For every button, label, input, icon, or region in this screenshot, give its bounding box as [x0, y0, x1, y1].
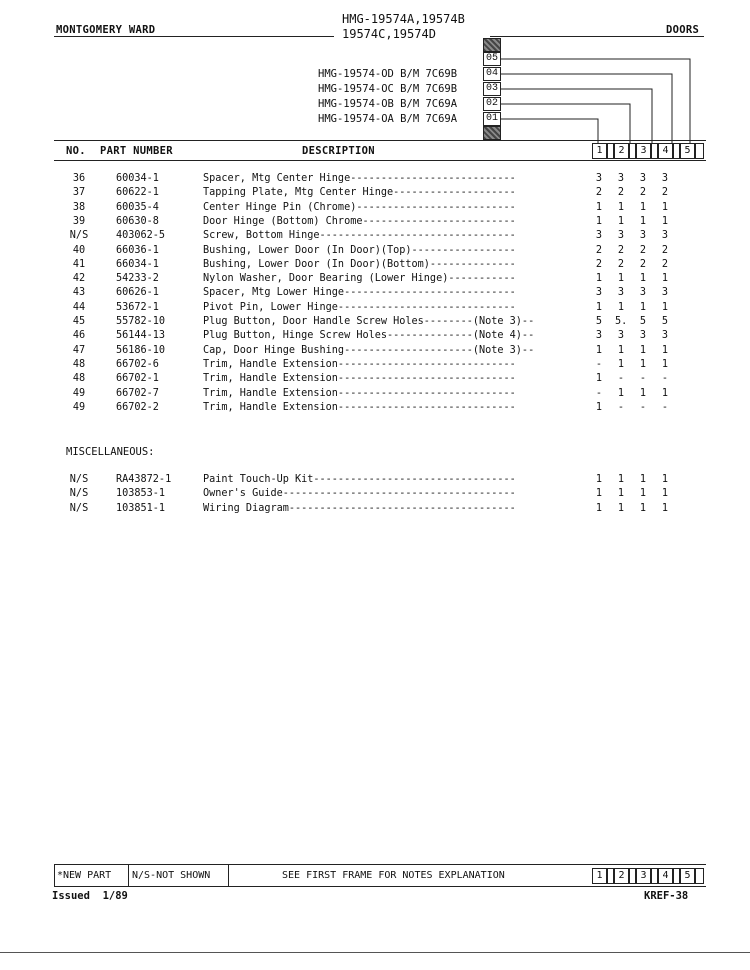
row-qty-model-4: 1	[661, 358, 669, 370]
row-description: Owner's Guide--------------------------------------	[203, 488, 516, 500]
row-description: Plug Button, Hinge Screw Holes--------------(Note 4)--	[203, 330, 535, 342]
footer-model-4: 4	[658, 868, 673, 884]
page-reference: KREF-38	[644, 890, 689, 902]
row-qty-model-2: 1	[617, 358, 625, 370]
col-head-model-3: 3	[636, 143, 651, 159]
row-qty-model-4: 3	[661, 230, 669, 242]
row-qty-model-1: 1	[595, 401, 603, 413]
row-description: Pivot Pin, Lower Hinge-----------------------------	[203, 301, 516, 313]
row-part-number: 60630-8	[116, 215, 159, 227]
footer-sep-2	[629, 868, 636, 884]
row-part-number: 103853-1	[116, 488, 166, 500]
row-ref-number: 45	[72, 316, 86, 327]
row-description: Paint Touch-Up Kit---------------------------------	[203, 474, 516, 485]
parts-row	[0, 358, 750, 372]
row-part-number: 403062-5	[116, 230, 166, 242]
row-description: Bushing, Lower Door (In Door)(Top)-----------------	[203, 244, 516, 256]
row-qty-model-4: 1	[661, 474, 669, 485]
footer-sep-5	[695, 868, 704, 884]
row-qty-model-1: 1	[595, 344, 603, 356]
model-label-oa: HMG-19574-OA B/M 7C69A	[318, 113, 458, 125]
row-qty-model-4: -	[661, 401, 669, 413]
row-qty-model-1: 3	[595, 173, 603, 184]
col-head-model-5: 5	[680, 143, 695, 159]
parts-row	[0, 229, 750, 243]
row-part-number: 66702-1	[116, 373, 159, 385]
row-qty-model-2: 1	[617, 273, 625, 285]
row-qty-model-4: -	[661, 373, 669, 385]
row-part-number: 53672-1	[116, 301, 159, 313]
row-qty-model-4: 2	[661, 258, 669, 270]
parts-row	[0, 258, 750, 272]
col-head-model-4: 4	[658, 143, 673, 159]
parts-row	[0, 387, 750, 401]
parts-row	[0, 272, 750, 286]
row-qty-model-4: 2	[661, 187, 669, 199]
row-qty-model-3: 1	[639, 488, 647, 500]
row-ref-number: 46	[72, 330, 86, 342]
row-ref-number: N/S	[69, 230, 89, 242]
col-sep-1	[607, 143, 614, 159]
row-qty-model-2: 2	[617, 187, 625, 199]
footer-sep-4	[673, 868, 680, 884]
model-numbers-line1: HMG-19574A,19574B	[342, 12, 465, 26]
row-qty-model-1: 1	[595, 273, 603, 285]
row-qty-model-4: 1	[661, 273, 669, 285]
legend-not-shown: N/S-NOT SHOWN	[132, 870, 211, 881]
row-part-number: 66036-1	[116, 244, 159, 256]
row-qty-model-2: 3	[617, 173, 625, 184]
row-qty-model-4: 1	[661, 344, 669, 356]
row-qty-model-4: 3	[661, 330, 669, 342]
row-qty-model-3: -	[639, 401, 647, 413]
row-ref-number: 39	[72, 215, 86, 227]
model-label-ob: HMG-19574-OB B/M 7C69A	[318, 98, 458, 110]
row-qty-model-1: 1	[595, 502, 603, 514]
row-part-number: RA43872-1	[116, 474, 172, 485]
row-qty-model-3: 5	[639, 316, 647, 327]
parts-row	[0, 186, 750, 200]
row-part-number: 56186-10	[116, 344, 166, 356]
row-qty-model-1: 1	[595, 474, 603, 485]
row-ref-number: 42	[72, 273, 86, 285]
row-part-number: 60622-1	[116, 187, 159, 199]
row-qty-model-1: 2	[595, 258, 603, 270]
row-qty-model-1: 1	[595, 373, 603, 385]
row-description: Cap, Door Hinge Bushing---------------------(Note 3)--	[203, 344, 535, 356]
row-qty-model-2: -	[617, 401, 625, 413]
parts-row	[0, 301, 750, 315]
row-description: Screw, Bottom Hinge--------------------------------	[203, 230, 516, 242]
col-sep-3	[651, 143, 658, 159]
row-qty-model-2: 5.	[615, 316, 628, 327]
parts-row	[0, 401, 750, 415]
row-ref-number: 41	[72, 258, 86, 270]
row-qty-model-3: 2	[639, 187, 647, 199]
footer-model-3: 3	[636, 868, 651, 884]
row-qty-model-4: 3	[661, 173, 669, 184]
row-description: Center Hinge Pin (Chrome)--------------------------	[203, 201, 516, 213]
row-ref-number: 49	[72, 387, 86, 399]
parts-row	[0, 344, 750, 358]
row-ref-number: 37	[72, 187, 86, 199]
parts-row	[0, 244, 750, 258]
col-head-description: DESCRIPTION	[302, 145, 375, 157]
model-code-03: 03	[483, 82, 501, 96]
row-description: Trim, Handle Extension-----------------------------	[203, 358, 516, 370]
col-head-model-2: 2	[614, 143, 629, 159]
footer-sep-3	[651, 868, 658, 884]
row-qty-model-2: 1	[617, 301, 625, 313]
model-code-05: 05	[483, 52, 501, 66]
misc-heading: MISCELLANEOUS:	[66, 446, 155, 458]
col-head-no: NO.	[66, 145, 86, 157]
row-qty-model-3: 1	[639, 301, 647, 313]
row-qty-model-2: 3	[617, 287, 625, 299]
row-ref-number: N/S	[69, 474, 89, 485]
row-qty-model-3: -	[639, 373, 647, 385]
row-part-number: 60626-1	[116, 287, 159, 299]
row-part-number: 66702-2	[116, 401, 159, 413]
row-qty-model-3: 2	[639, 258, 647, 270]
row-part-number: 56144-13	[116, 330, 166, 342]
row-qty-model-4: 1	[661, 215, 669, 227]
row-description: Trim, Handle Extension-----------------------------	[203, 373, 516, 385]
row-qty-model-2: 1	[617, 488, 625, 500]
row-qty-model-1: 3	[595, 330, 603, 342]
row-qty-model-1: 1	[595, 201, 603, 213]
row-qty-model-3: 3	[639, 287, 647, 299]
row-qty-model-4: 1	[661, 502, 669, 514]
row-part-number: 60035-4	[116, 201, 159, 213]
row-qty-model-2: 3	[617, 230, 625, 242]
row-ref-number: 48	[72, 373, 86, 385]
footer-sep-1	[607, 868, 614, 884]
model-code-02: 02	[483, 97, 501, 111]
row-description: Spacer, Mtg Center Hinge---------------------------	[203, 173, 516, 184]
row-qty-model-3: 1	[639, 215, 647, 227]
row-description: Trim, Handle Extension-----------------------------	[203, 387, 516, 399]
row-qty-model-3: 1	[639, 201, 647, 213]
issued-date: Issued 1/89	[52, 890, 128, 902]
row-qty-model-1: 5	[595, 316, 603, 327]
row-qty-model-1: 1	[595, 215, 603, 227]
col-sep-2	[629, 143, 636, 159]
row-qty-model-2: 1	[617, 474, 625, 485]
row-qty-model-1: 2	[595, 187, 603, 199]
row-qty-model-3: 1	[639, 358, 647, 370]
row-ref-number: 40	[72, 244, 86, 256]
footer-model-2: 2	[614, 868, 629, 884]
row-qty-model-1: 3	[595, 230, 603, 242]
col-sep-4	[673, 143, 680, 159]
row-qty-model-1: 1	[595, 488, 603, 500]
row-ref-number: N/S	[69, 488, 89, 500]
row-qty-model-4: 1	[661, 488, 669, 500]
model-connector-lines	[0, 0, 750, 160]
row-qty-model-4: 1	[661, 387, 669, 399]
row-ref-number: 47	[72, 344, 86, 356]
row-part-number: 66702-7	[116, 387, 159, 399]
parts-row	[0, 372, 750, 386]
row-ref-number: 44	[72, 301, 86, 313]
row-qty-model-3: 2	[639, 244, 647, 256]
row-part-number: 103851-1	[116, 502, 166, 514]
row-qty-model-2: 2	[617, 244, 625, 256]
row-qty-model-2: 1	[617, 201, 625, 213]
parts-row	[0, 215, 750, 229]
brand-label: MONTGOMERY WARD	[56, 24, 156, 36]
parts-row	[0, 201, 750, 215]
parts-row	[0, 315, 750, 329]
row-qty-model-1: -	[595, 387, 603, 399]
col-head-model-1: 1	[592, 143, 607, 159]
row-qty-model-4: 2	[661, 244, 669, 256]
row-qty-model-3: 1	[639, 387, 647, 399]
row-ref-number: 48	[72, 358, 86, 370]
row-description: Spacer, Mtg Lower Hinge----------------------------	[203, 287, 516, 299]
row-qty-model-2: 1	[617, 502, 625, 514]
row-qty-model-1: 1	[595, 301, 603, 313]
row-part-number: 60034-1	[116, 173, 159, 184]
row-qty-model-4: 3	[661, 287, 669, 299]
row-ref-number: 36	[72, 173, 86, 184]
row-qty-model-4: 1	[661, 201, 669, 213]
footer-model-5: 5	[680, 868, 695, 884]
row-qty-model-1: 3	[595, 287, 603, 299]
row-qty-model-4: 5	[661, 316, 669, 327]
row-part-number: 66702-6	[116, 358, 159, 370]
footer-notes-explanation: SEE FIRST FRAME FOR NOTES EXPLANATION	[282, 870, 505, 881]
row-qty-model-3: 1	[639, 502, 647, 514]
section-label: DOORS	[666, 24, 700, 36]
row-part-number: 54233-2	[116, 273, 159, 285]
parts-row	[0, 487, 750, 501]
parts-row	[0, 473, 750, 487]
row-part-number: 55782-10	[116, 316, 166, 327]
row-qty-model-1: -	[595, 358, 603, 370]
row-qty-model-2: -	[617, 373, 625, 385]
row-qty-model-2: 3	[617, 330, 625, 342]
parts-row	[0, 329, 750, 343]
model-numbers-line2: 19574C,19574D	[342, 27, 436, 41]
parts-row	[0, 502, 750, 516]
footer-model-1: 1	[592, 868, 607, 884]
row-description: Door Hinge (Bottom) Chrome-------------------------	[203, 215, 516, 227]
row-description: Plug Button, Door Handle Screw Holes--------(Note 3)--	[203, 316, 535, 327]
row-ref-number: 43	[72, 287, 86, 299]
row-qty-model-3: 1	[639, 344, 647, 356]
row-qty-model-2: 1	[617, 344, 625, 356]
model-code-04: 04	[483, 67, 501, 81]
row-qty-model-2: 1	[617, 387, 625, 399]
row-qty-model-4: 1	[661, 301, 669, 313]
row-qty-model-2: 2	[617, 258, 625, 270]
row-qty-model-3: 1	[639, 273, 647, 285]
model-code-01: 01	[483, 112, 501, 126]
parts-row	[0, 286, 750, 300]
row-description: Tapping Plate, Mtg Center Hinge--------------------	[203, 187, 516, 199]
row-qty-model-3: 3	[639, 230, 647, 242]
row-qty-model-1: 2	[595, 244, 603, 256]
legend-new-part: *NEW PART	[57, 870, 112, 881]
parts-row	[0, 172, 750, 186]
row-description: Wiring Diagram-------------------------------------	[203, 502, 516, 514]
row-ref-number: 38	[72, 201, 86, 213]
row-ref-number: 49	[72, 401, 86, 413]
row-qty-model-3: 3	[639, 330, 647, 342]
row-qty-model-2: 1	[617, 215, 625, 227]
row-qty-model-3: 1	[639, 474, 647, 485]
model-label-od: HMG-19574-OD B/M 7C69B	[318, 68, 458, 80]
col-head-part-number: PART NUMBER	[100, 145, 173, 157]
row-description: Bushing, Lower Door (In Door)(Bottom)--------------	[203, 258, 516, 270]
row-description: Trim, Handle Extension-----------------------------	[203, 401, 516, 413]
row-part-number: 66034-1	[116, 258, 159, 270]
col-sep-5	[695, 143, 704, 159]
model-label-oc: HMG-19574-OC B/M 7C69B	[318, 83, 458, 95]
row-qty-model-3: 3	[639, 173, 647, 184]
row-description: Nylon Washer, Door Bearing (Lower Hinge)-----------	[203, 273, 516, 285]
row-ref-number: N/S	[69, 502, 89, 514]
